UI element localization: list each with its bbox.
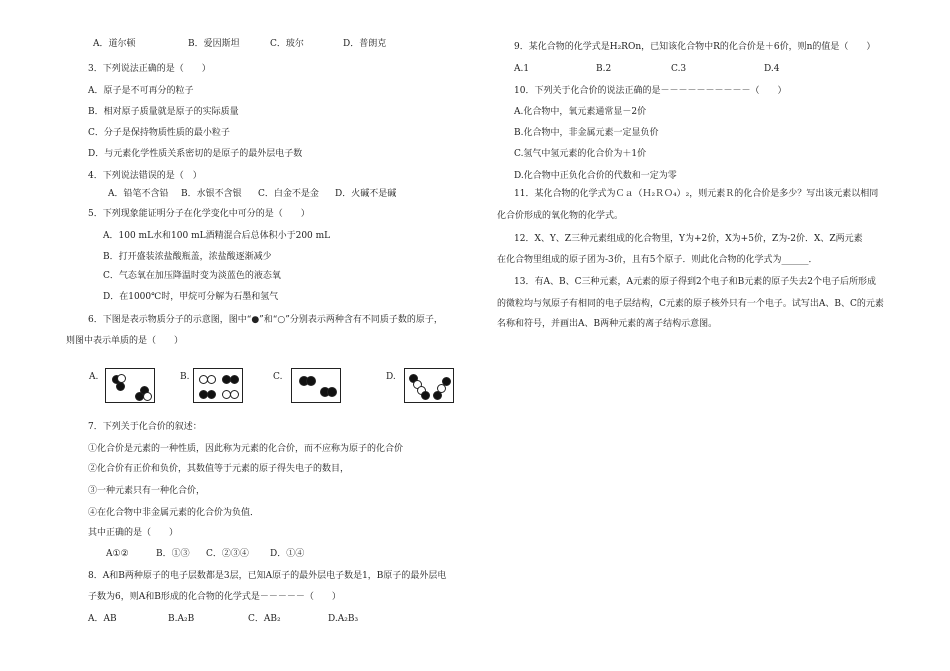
black-atom-icon	[306, 376, 316, 386]
diagram-label-d[interactable]: D.	[386, 372, 396, 382]
option-c[interactable]: C．AB₂	[248, 614, 281, 624]
q13-line1: 13．有A、B、C三种元素，A元素的原子得到2个电子和B元素的原子失去2个电子后所形成	[514, 277, 877, 287]
option-c[interactable]: C．白金不是金	[258, 189, 319, 199]
q7-statement-2: ②化合价有正价和负价，其数值等于元素的原子得失电子的数目，	[88, 464, 350, 474]
molecule-diagram-a[interactable]	[105, 368, 155, 403]
molecule-diagram-d[interactable]	[404, 368, 454, 403]
q3-option-a[interactable]: A．原子是不可再分的粒子	[88, 86, 194, 96]
q9-stem: 9．某化合物的化学式是H₂ROn，已知该化合物中R的化合价是＋6价，则n的值是（ ）	[514, 42, 876, 52]
option-b[interactable]: B．①③	[156, 549, 190, 559]
option-d[interactable]: D．火碱不是碱	[335, 189, 397, 199]
q10-option-d[interactable]: D.化合物中正负化合价的代数和一定为零	[514, 171, 677, 181]
q6-stem-line1: 6．下图是表示物质分子的示意图，图中“●”和“○”分别表示两种含有不同质子数的原子，	[88, 315, 443, 325]
q10-option-c[interactable]: C.氢气中氢元素的化合价为＋1价	[514, 149, 647, 159]
option-a[interactable]: A．铅笔不含铅	[108, 189, 169, 199]
white-atom-icon	[230, 390, 239, 399]
q3-option-b[interactable]: B．相对原子质量就是原子的实际质量	[88, 107, 239, 117]
q5-option-d[interactable]: D．在1000℃时，甲烷可分解为石墨和氢气	[103, 292, 279, 302]
black-atom-icon	[327, 387, 337, 397]
white-atom-icon	[117, 374, 126, 383]
diagram-label-a[interactable]: A.	[89, 372, 99, 382]
q13-line2: 的微粒均与氖原子有相同的电子层结构，C元素的原子核外只有一个电子。试写出A、B、C的元素	[497, 299, 884, 309]
option-d[interactable]: D．①④	[270, 549, 305, 559]
q8-stem-line2: 子数为6，则A和B形成的化合物的化学式是－－－－－（ ）	[88, 592, 341, 602]
q12-line2: 在化合物里组成的原子团为-3价，且有5个原子．则此化合物的化学式为______．	[497, 255, 818, 265]
option-b[interactable]: B．爱因斯坦	[188, 39, 240, 49]
q5-stem: 5．下列现象能证明分子在化学变化中可分的是（ ）	[88, 209, 310, 219]
black-atom-icon	[230, 375, 239, 384]
q2-options	[93, 38, 386, 50]
q8-options	[88, 613, 358, 625]
black-atom-icon	[116, 382, 125, 391]
option-c[interactable]: C．②③④	[206, 549, 249, 559]
q8-stem-line1: 8．A和B两种原子的电子层数都是3层，已知A原子的最外层电子数是1，B原子的最外层电	[88, 571, 447, 581]
q4-stem: 4．下列说法错误的是（ ）	[88, 171, 202, 181]
option-d[interactable]: D.A₂B₃	[328, 614, 359, 624]
black-atom-icon	[207, 390, 216, 399]
q7-ask: 其中正确的是（ ）	[88, 528, 179, 538]
option-a[interactable]: A．AB	[88, 614, 117, 624]
option-d[interactable]: D．普朗克	[343, 39, 387, 49]
option-d[interactable]: D.4	[764, 64, 780, 74]
q5-option-a[interactable]: A．100 mL水和100 mL酒精混合后总体积小于200 mL	[103, 231, 331, 241]
q5-option-b[interactable]: B．打开盛装浓盐酸瓶盖，浓盐酸逐渐减少	[103, 252, 272, 262]
black-atom-icon	[135, 392, 144, 401]
q10-option-a[interactable]: A.化合物中，氧元素通常显－2价	[514, 107, 647, 117]
black-atom-icon	[442, 377, 451, 386]
white-atom-icon	[143, 392, 152, 401]
q11-line2: 化合价形成的氧化物的化学式。	[497, 211, 624, 221]
q4-options	[108, 188, 396, 200]
q7-statement-4: ④在化合物中非金属元素的化合价为负值．	[88, 508, 260, 518]
option-c[interactable]: C.3	[671, 64, 687, 74]
molecule-diagram-b[interactable]	[193, 368, 243, 403]
molecule-diagram-c[interactable]	[291, 368, 341, 403]
q9-options	[514, 63, 779, 75]
q6-stem-line2: 则图中表示单质的是（ ）	[66, 336, 184, 346]
q10-stem: 10．下列关于化合价的说法正确的是－－－－－－－－－－（ ）	[514, 86, 787, 96]
q7-options	[106, 548, 304, 560]
white-atom-icon	[207, 375, 216, 384]
option-a[interactable]: A．道尔顿	[93, 39, 136, 49]
diagram-label-b[interactable]: B.	[180, 372, 190, 382]
diagram-label-c[interactable]: C.	[273, 372, 283, 382]
q7-statement-1: ①化合价是元素的一种性质，因此称为元素的化合价，而不应称为原子的化合价	[88, 444, 404, 454]
q13-line3: 名称和符号，并画出A、B两种元素的离子结构示意图。	[497, 319, 718, 329]
black-atom-icon	[421, 391, 430, 400]
q11-line1: 11．某化合物的化学式为Ｃａ（Ｈ₂ＲＯ₄）₂，则元素Ｒ的化合价是多少？写出该元素以相同	[514, 189, 879, 199]
option-b[interactable]: B.A₂B	[168, 614, 195, 624]
q3-option-d[interactable]: D．与元素化学性质关系密切的是原子的最外层电子数	[88, 149, 303, 159]
option-a[interactable]: A①②	[106, 549, 129, 559]
option-b[interactable]: B.2	[596, 64, 612, 74]
q10-option-b[interactable]: B.化合物中，非金属元素一定显负价	[514, 128, 659, 138]
q5-option-c[interactable]: C．气态氧在加压降温时变为淡蓝色的液态氧	[103, 271, 281, 281]
q3-option-c[interactable]: C．分子是保持物质性质的最小粒子	[88, 128, 230, 138]
q7-stem: 7．下列关于化合价的叙述：	[88, 422, 202, 432]
option-c[interactable]: C．玻尔	[270, 39, 304, 49]
q3-stem: 3．下列说法正确的是（ ）	[88, 64, 211, 74]
option-b[interactable]: B．水银不含银	[181, 189, 242, 199]
option-a[interactable]: A.1	[514, 64, 530, 74]
q12-line1: 12．X、Y、Z三种元素组成的化合物里，Y为+2价，X为+5价，Z为-2价．X、Z两元素	[514, 234, 863, 244]
q7-statement-3: ③一种元素只有一种化合价，	[88, 486, 206, 496]
